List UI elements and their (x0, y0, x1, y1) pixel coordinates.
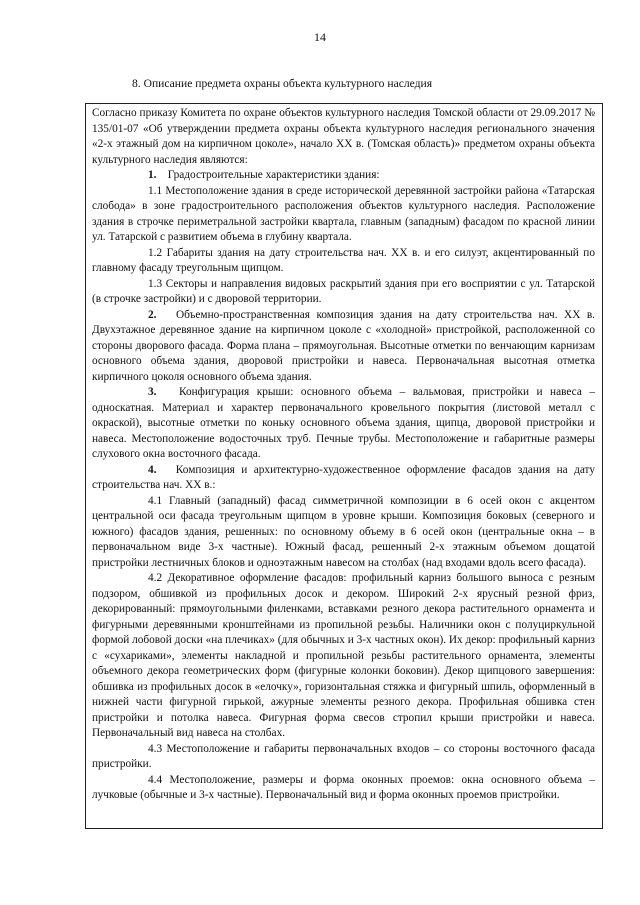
paragraph-text: Объемно-пространственная композиция здания на дату строительства нач. XX в. Двухэтажное деревянное здание на кирпичном цоколе с «холодной» пристройкой, расположенной со стороны дворового фасада. Форма плана – прямоугольная. Высотные отметки по венчающим карнизам основного объема здания, дворовой пристройки и навеса. Первоначальная высотная отметка кирпичного цоколя основного объема здания. (92, 308, 595, 383)
paragraph-text: 4.3 Местоположение и габариты первоначальных входов – со стороны восточного фасада пристройки. (92, 742, 595, 770)
intro-paragraph (92, 106, 595, 168)
item-4-4 (92, 773, 595, 804)
paragraph-text: Согласно приказу Комитета по охране объектов культурного наследия Томской области от 29.09.2017 № 135/01-07 «Об утверждении предмета охраны объекта культурного наследия регионального значения «2-х этажный дом на кирпичном цоколе», начало XX в. (Томская область)» предметом охраны объекта культурного наследия являются: (92, 107, 595, 166)
paragraph-text: 4.1 Главный (западный) фасад симметричной композиции в 6 осей окон с акцентом центральной оси фасада треугольным щипцом в уровне крыши. Композиция боковых (северного и южного) фасадов здания, решенных: по основному объему в 6 осей окон (центральные окна – в первоначальном виде 3-х частные). Южный фасад, решенный 2-х этажным объемом дощатой пристройки лестничных блоков и одноэтажным навесом на столбах (над входами вдоль всего фасада). (92, 494, 595, 569)
paragraph-text: 4.2 Декоративное оформление фасадов: профильный карниз большого выноса с резным подзором, обшивкой из профильных досок и декором. Широкий 2-х ярусный резной фриз, декорированный: прямоугольными филенками, вставками резного декора растительного орнамента и фигурными деревянными кронштейнами из пропильной резьбы. Наличники окон с полуциркульной формой лобовой доски «на плечиках» (для обычных и 3-х частных окон). Их декор: профильный карниз с «сухариками», элементы накладной и пропильной резьбы растительного орнамента, элементы объемного декора геометрических форм (фигурные колонки боковин). Декор щипцового завершения: обшивка из профильных досок в «елочку», горизонтальная стяжка и фигурный шпиль, оформленный в нижней части фигурной гирькой, ажурные элементы резного декора. Профильная обшивка стен пристройки и потолка навеса. Фигурная форма свесов стропил крыши пристройки и навеса. Первоначальный вид навеса на столбах. (92, 572, 595, 739)
item-number: 3. (148, 386, 157, 398)
item-1-3 (92, 277, 595, 308)
paragraph-text: 1.3 Секторы и направления видовых раскрытий здания при его восприятии с ул. Татарской (в строчке застройки) и с дворовой территории. (92, 277, 595, 305)
item-1 (92, 168, 595, 184)
item-4-2 (92, 571, 595, 742)
item-4-3 (92, 742, 595, 773)
item-number: 1. (148, 169, 157, 181)
paragraph-text: 4.4 Местоположение, размеры и форма оконных проемов: окна основного объема – лучковые (обычные и 3-х частные). Первоначальный вид и форма оконных проемов пристройки. (92, 773, 595, 801)
paragraph-text: Композиция и архитектурно-художественное оформление фасадов здания на дату строительства нач. XX в.: (92, 463, 595, 491)
paragraph-text: Конфигурация крыши: основного объема – вальмовая, пристройки и навеса – односкатная. Материал и характер первоначального кровельного покрытия (листовой металл с окраской), высотные отметки по коньку основного объема здания, щипца, дворовой пристройки и навеса. Местоположение водосточных труб. Печные трубы. Местоположение и габаритные размеры слухового окна восточного фасада. (92, 386, 595, 460)
item-3 (92, 385, 595, 463)
item-4 (92, 463, 595, 494)
paragraph-text: 1.1 Местоположение здания в среде исторической деревянной застройки района «Татарская слобода» в зоне градостроительного расположения объектов культурного наследия. Расположение здания в строчке периметральной застройки квартала, главным (западным) фасадом по красной линии ул. Татарской с развитием объема в глубину квартала. (92, 184, 595, 243)
paragraph-text: 1.2 Габариты здания на дату строительства нач. XX в. и его силуэт, акцентированный по главному фасаду треугольным щипцом. (92, 246, 595, 274)
item-1-1 (92, 184, 595, 246)
paragraph-text: Градостроительные характеристики здания: (167, 169, 380, 181)
section-heading: 8. Описание предмета охраны объекта культурного наследия (132, 77, 433, 90)
item-4-1 (92, 494, 595, 572)
item-number: 2. (148, 308, 157, 321)
page-number: 14 (314, 30, 326, 44)
preservation-subject-box (85, 103, 603, 829)
item-2 (92, 308, 595, 386)
item-number: 4. (148, 463, 157, 476)
item-1-2 (92, 246, 595, 277)
